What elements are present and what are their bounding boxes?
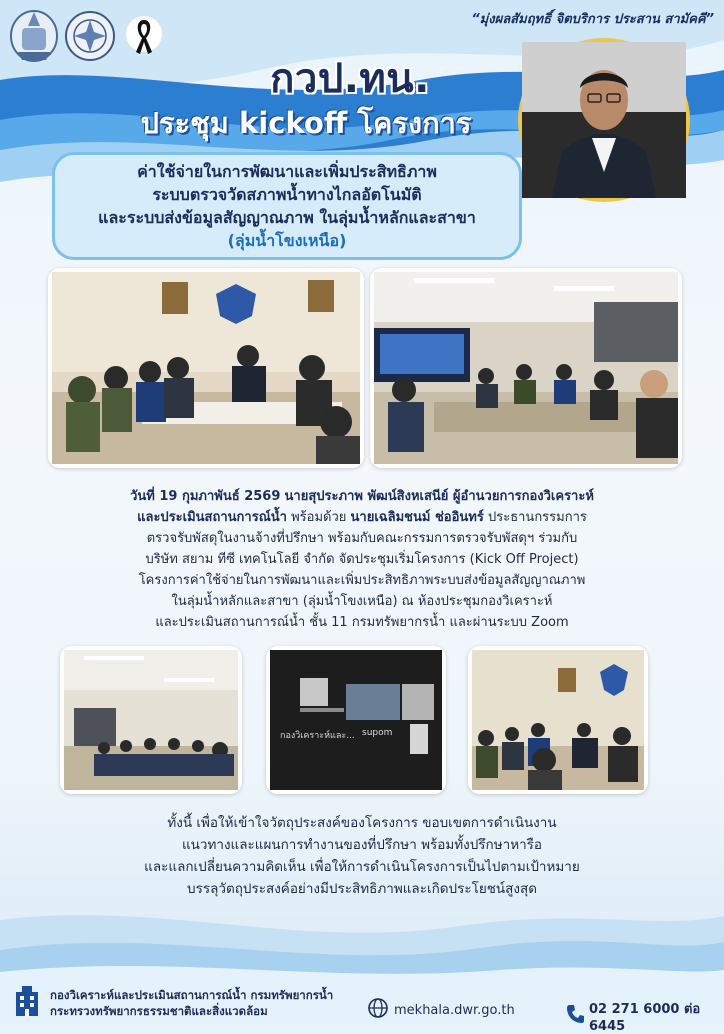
meeting-photo-4 xyxy=(468,646,648,794)
footer-website[interactable] xyxy=(368,998,515,1022)
meeting-photo-3 xyxy=(60,646,242,794)
footer-org-line: กองวิเคราะห์และประเมินสถานการณ์น้ำ กรมทรัพยากรน้ำ xyxy=(50,988,334,1002)
body-line: โครงการค่าใช้จ่ายในการพัฒนาและเพิ่มประสิทธิภาพระบบส่งข้อมูลสัญญาณภาพ xyxy=(138,573,586,588)
footer-organization xyxy=(14,986,333,1020)
globe-icon xyxy=(368,998,388,1022)
project-title-line: ค่าใช้จ่ายในการพัฒนาและเพิ่มประสิทธิภาพ xyxy=(137,162,437,181)
zoom-screen-photo xyxy=(266,646,446,794)
phone-number[interactable]: 02 271 6000 ต่อ 6445 xyxy=(589,1002,701,1034)
website-link[interactable]: mekhala.dwr.go.th xyxy=(394,1002,515,1018)
director-unit: และประเมินสถานการณ์น้ำ xyxy=(137,510,287,525)
meeting-photo-1 xyxy=(48,268,364,468)
body-line: ตรวจรับพัสดุในงานจ้างที่ปรึกษา พร้อมกับคณะกรรมการตรวจรับพัสดุฯ ร่วมกับ xyxy=(146,531,578,546)
page-title: กวป.ทน. xyxy=(270,56,430,102)
project-title-box xyxy=(52,152,522,260)
event-date: วันที่ 19 กุมภาพันธ์ 2569 xyxy=(130,489,281,504)
closing-line: บรรลุวัตถุประสงค์อย่างมีประสิทธิภาพและเกิดประโยชน์สูงสุด xyxy=(187,881,537,897)
director-portrait xyxy=(518,38,690,202)
page-subtitle: ประชุม kickoff โครงการ xyxy=(140,106,472,140)
zoom-tile-label: กองวิเคราะห์และ... xyxy=(280,731,355,741)
closing-line: ทั้งนี้ เพื่อให้เข้าใจวัตถุประสงค์ของโครงการ ขอบเขตการดำเนินงาน xyxy=(167,815,557,831)
body-line: บริษัท สยาม ทีซี เทคโนโลยี จำกัด จัดประชุมเริ่มโครงการ (Kick Off Project) xyxy=(145,552,579,567)
closing-line: และแลกเปลี่ยนความคิดเห็น เพื่อให้การดำเนินโครงการเป็นไปตามเป้าหมาย xyxy=(144,859,580,875)
director-name: นายสุประภาพ พัฒน์สิงหเสนีย์ ผู้อำนวยการกองวิเคราะห์ xyxy=(284,489,594,504)
mourning-ribbon-icon xyxy=(126,10,162,60)
chair-role: ประธานกรรมการ xyxy=(483,510,587,525)
phone-icon xyxy=(566,1004,584,1028)
body-paragraph xyxy=(70,486,654,633)
project-title-line: ระบบตรวจวัดสภาพน้ำทางไกลอัตโนมัติ xyxy=(152,185,422,204)
footer-org-line: กระทรวงทรัพยากรธรรมชาติและสิ่งแวดล้อม xyxy=(50,1004,268,1018)
building-icon xyxy=(14,986,40,1020)
footer-phone[interactable] xyxy=(566,998,724,1034)
closing-line: แนวทางและแผนการทำงานของที่ปรึกษา พร้อมทั้งปรึกษาหารือ xyxy=(181,837,543,853)
zoom-tile-label: supom xyxy=(362,728,393,738)
slogan: “มุ่งผลสัมฤทธิ์ จิตบริการ ประสาน สามัคคี” xyxy=(471,12,714,27)
meeting-photo-2 xyxy=(370,268,682,468)
ministry-seal-icon xyxy=(64,6,116,64)
project-region: (ลุ่มน้ำโขงเหนือ) xyxy=(227,231,347,250)
chair-name: นายเฉลิมชนม์ ช่ออินทร์ xyxy=(350,510,484,525)
project-title-line: และระบบส่งข้อมูลสัญญาณภาพ ในลุ่มน้ำหลักและสาขา xyxy=(98,208,476,227)
department-seal-icon xyxy=(8,6,60,64)
body-line: ในลุ่มน้ำหลักและสาขา (ลุ่มน้ำโขงเหนือ) ณ ห้องประชุมกองวิเคราะห์ xyxy=(171,594,553,609)
with-text: พร้อมด้วย xyxy=(286,510,351,525)
body-line: และประเมินสถานการณ์น้ำ ชั้น 11 กรมทรัพยากรน้ำ และผ่านระบบ Zoom xyxy=(155,615,569,630)
